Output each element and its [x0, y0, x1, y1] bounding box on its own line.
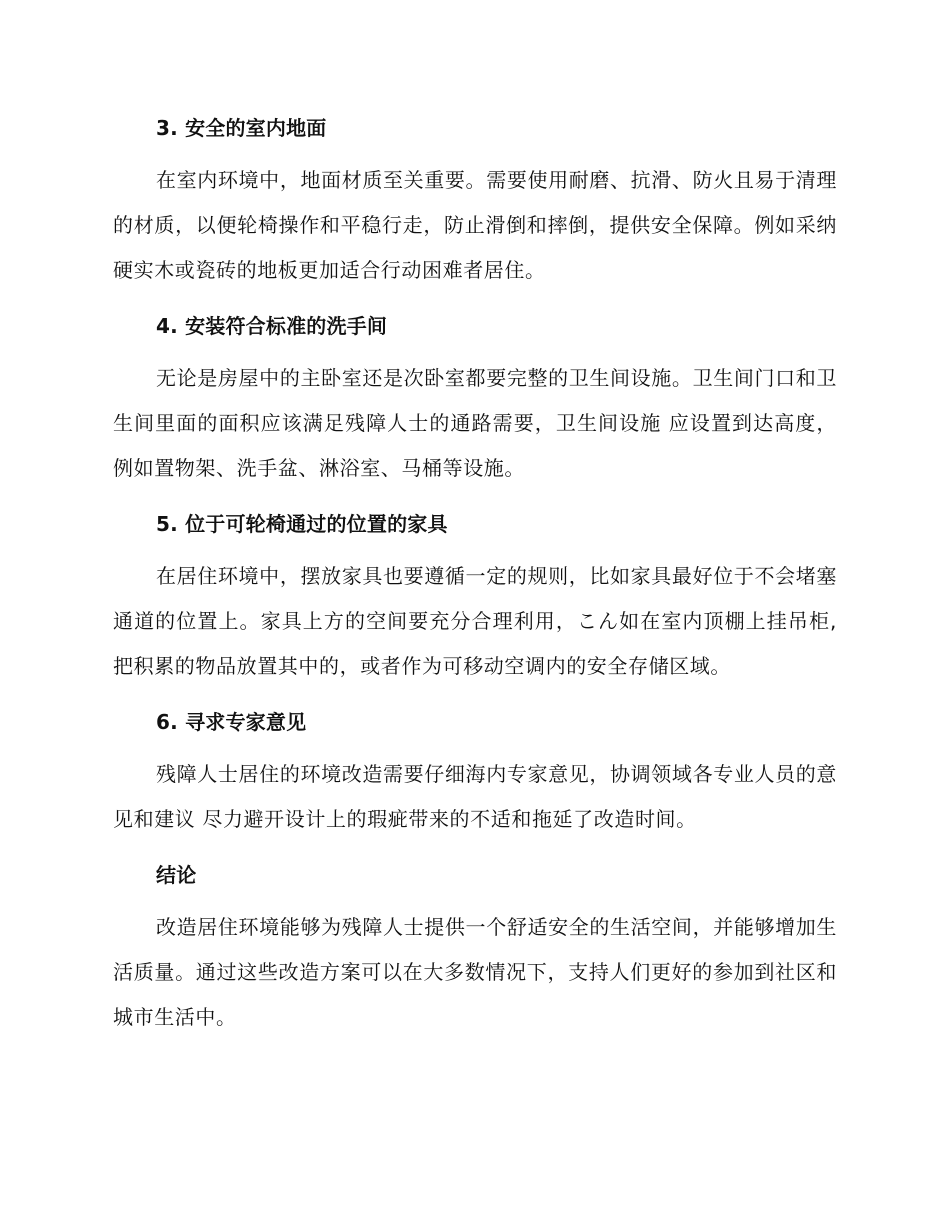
- section-paragraph: 在室内环境中，地面材质至关重要。需要使用耐磨、抗滑、防火且易于清理的材质，以便轮椅操作和平稳行走，防止滑倒和摔倒，提供安全保障。例如采纳硬实木或瓷砖的地板更加适合行动困难者居住。: [113, 168, 837, 282]
- section-heading: 5. 位于可轮椅通过的位置的家具: [156, 512, 448, 536]
- section-heading: 4. 安装符合标准的洗手间: [156, 314, 388, 338]
- section-paragraph: 改造居住环境能够为残障人士提供一个舒适安全的生活空间，并能够增加生活质量。通过这些改造方案可以在大多数情况下，支持人们更好的参加到社区和城市生活中。: [113, 915, 837, 1029]
- section-heading: 6. 寻求专家意见: [156, 710, 307, 734]
- section-furniture: [113, 506, 837, 689]
- section-conclusion: [113, 857, 837, 1040]
- section-bathroom: [113, 308, 837, 491]
- document-body: [113, 110, 837, 1040]
- section-expert-advice: [113, 704, 837, 842]
- section-indoor-floor: [113, 110, 837, 293]
- section-paragraph: 无论是房屋中的主卧室还是次卧室都要完整的卫生间设施。卫生间门口和卫生间里面的面积应该满足残障人士的通路需要，卫生间设施 应设置到达高度，例如置物架、洗手盆、淋浴室、马桶等设施。: [113, 366, 837, 480]
- section-paragraph: 在居住环境中，摆放家具也要遵循一定的规则，比如家具最好位于不会堵塞通道的位置上。家具上方的空间要充分合理利用，こん如在室内顶棚上挂吊柜,把积累的物品放置其中的，或者作为可移动空调内的安全存储区域。: [113, 564, 837, 678]
- section-heading: 3. 安全的室内地面: [156, 116, 327, 140]
- section-paragraph: 残障人士居住的环境改造需要仔细海内专家意见，协调领域各专业人员的意见和建议 尽力避开设计上的瑕疵带来的不适和拖延了改造时间。: [113, 762, 837, 831]
- section-heading: 结论: [156, 863, 197, 887]
